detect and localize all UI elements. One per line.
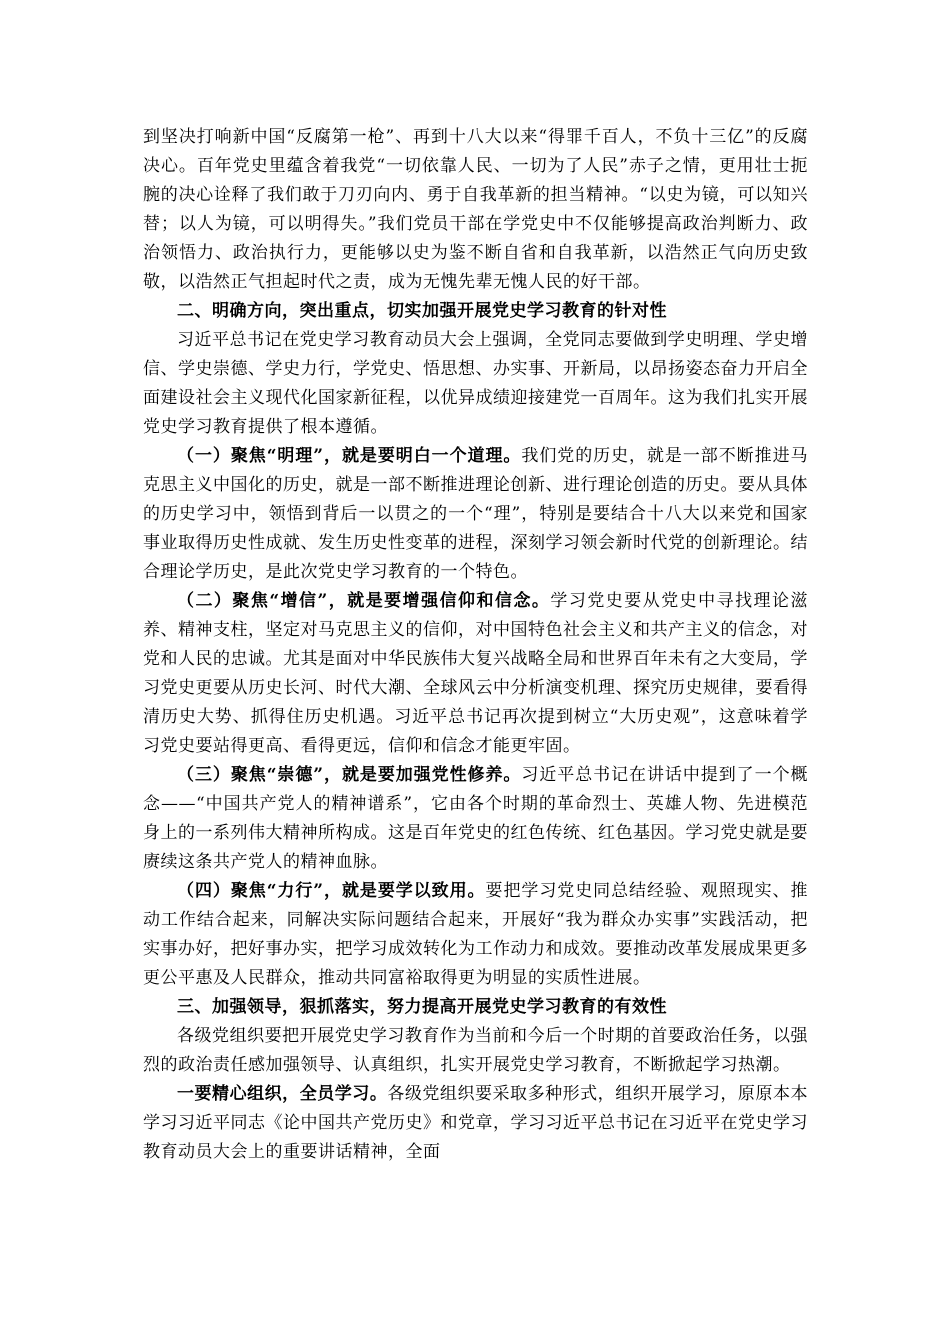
paragraph-text: 我们党的历史，就是一部不断推进马克思主义中国化的历史，就是一部不断推进理论创新、进行理论创造的历史。要从具体的历史学习中，领悟到背后一以贯之的一个“理”，特别是要结合十八大以来党和国家事业取得历史性成就、发生历史性变革的进程，深刻学习领会新时代党的创新理论。结合理论学历史，是此次党史学习教育的一个特色。 bbox=[143, 446, 809, 582]
paragraph-text: 要把学习党史同总结经验、观照现实、推动工作结合起来，同解决实际问题结合起来，开展好“我为群众办实事”实践活动，把实事办好，把好事办实，把学习成效转化为工作动力和成效。要推动改革发展成果更多更公平惠及人民群众，推动共同富裕取得更为明显的实质性进展。 bbox=[143, 881, 808, 988]
paragraph-focus-zengxin bbox=[143, 587, 808, 761]
paragraph-lead: （三）聚焦“崇德”，就是要加强党性修养。 bbox=[177, 765, 522, 785]
paragraph-anti-corruption bbox=[143, 123, 808, 297]
paragraph-lead: （一）聚焦“明理”，就是要明白一个道理。 bbox=[177, 446, 522, 466]
paragraph-lead: 一要精心组织，全员学习。 bbox=[177, 1084, 388, 1104]
document-page bbox=[143, 123, 808, 1167]
paragraph-focus-mingli bbox=[143, 442, 808, 587]
paragraph-text: 学习党史要从党史中寻找理论滋养、精神支柱，坚定对马克思主义的信仰，对中国特色社会主义和共产主义的信念，对党和人民的忠诚。尤其是面对中华民族伟大复兴战略全局和世界百年未有之大变局，学习党史更要从历史长河、时代大潮、全球风云中分析演变机理、探究历史规律，要看得清历史大势、抓得住历史机遇。习近平总书记再次提到树立“大历史观”，这意味着学习党史要站得更高、看得更远，信仰和信念才能更牢固。 bbox=[143, 591, 808, 756]
paragraph-text: 到坚决打响新中国“反腐第一枪”、再到十八大以来“得罪千百人，不负十三亿”的反腐决心。百年党史里蕴含着我党“一切依靠人民、一切为了人民”赤子之情，更用壮士扼腕的决心诠释了我们敢于刀刃向内、勇于自我革新的担当精神。“以史为镜，可以知兴替；以人为镜，可以明得失。”我们党员干部在学党史中不仅能够提高政治判断力、政治领悟力、政治执行力，更能够以史为鉴不断自省和自我革新，以浩然正气向历史致敬，以浩然正气担起时代之责，成为无愧先辈无愧人民的好干部。 bbox=[143, 127, 808, 292]
paragraph-text: 各级党组织要把开展党史学习教育作为当前和今后一个时期的首要政治任务，以强烈的政治责任感加强领导、认真组织，扎实开展党史学习教育，不断掀起学习热潮。 bbox=[143, 1026, 808, 1075]
paragraph-lead: （四）聚焦“力行”，就是要学以致用。 bbox=[177, 881, 486, 901]
paragraph-section-3-intro bbox=[143, 1022, 808, 1080]
paragraph-text: 各级党组织要采取多种形式，组织开展学习，原原本本学习习近平同志《论中国共产党历史》和党章，学习习近平总书记在习近平在党史学习教育动员大会上的重要讲话精神，全面 bbox=[143, 1084, 808, 1162]
paragraph-focus-chongde bbox=[143, 761, 808, 877]
paragraph-text: 习近平总书记在党史学习教育动员大会上强调，全党同志要做到学史明理、学史增信、学史崇德、学史力行，学党史、悟思想、办实事、开新局，以昂扬姿态奋力开启全面建设社会主义现代化国家新征程，以优异成绩迎接建党一百周年。这为我们扎实开展党史学习教育提供了根本遵循。 bbox=[143, 330, 808, 437]
paragraph-text: 习近平总书记在讲话中提到了一个概念——“中国共产党人的精神谱系”，它由各个时期的革命烈士、英雄人物、先进模范身上的一系列伟大精神所构成。这是百年党史的红色传统、红色基因。学习党史就是要赓续这条共产党人的精神血脉。 bbox=[143, 765, 809, 872]
paragraph-focus-lixing bbox=[143, 877, 808, 993]
section-heading-3: 三、加强领导，狠抓落实，努力提高开展党史学习教育的有效性 bbox=[177, 997, 667, 1017]
paragraph-organize-study bbox=[143, 1080, 808, 1167]
section-heading-2: 二、明确方向，突出重点，切实加强开展党史学习教育的针对性 bbox=[177, 301, 667, 321]
paragraph-section-2-intro bbox=[143, 326, 808, 442]
paragraph-lead: （二）聚焦“增信”，就是要增强信仰和信念。 bbox=[177, 591, 551, 611]
